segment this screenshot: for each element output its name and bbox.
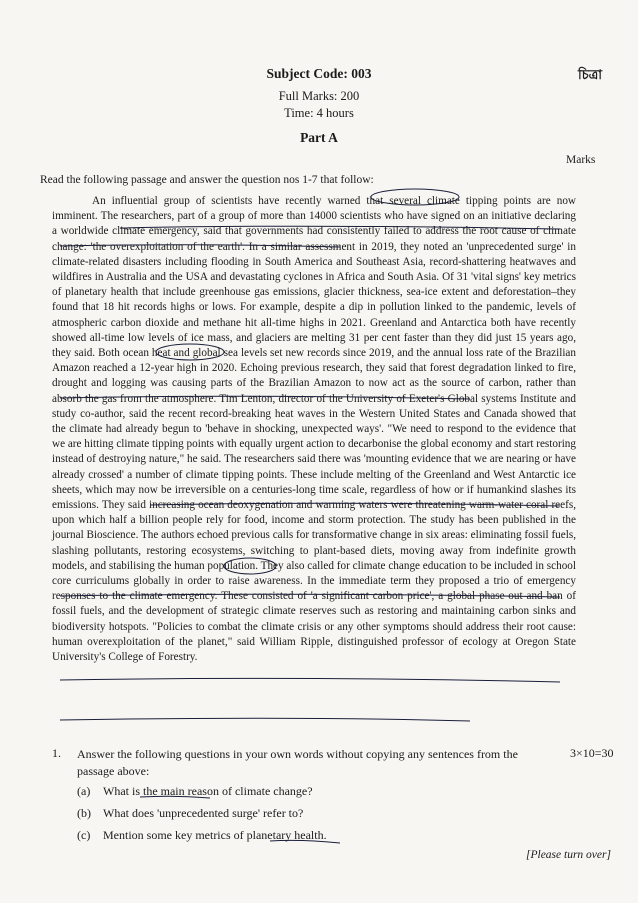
question-text: Answer the following questions in your own words without copying any sentences from the passage above: [77,747,518,778]
turn-over-note: [Please turn over] [526,849,611,861]
ink-underline [60,678,560,682]
time-allowed: Time: 4 hours [284,106,354,120]
sub-question-c [77,828,327,843]
sub-question-text: What is the main reason of climate change? [103,784,313,798]
ink-underline [60,718,470,721]
passage-text: An influential group of scientists have recently warned that several climate tipping points are now imminent. The researchers, part of a group of more than 14000 scientists who have signed on an initiative declaring a worldwide climate emergency, said that governments had consistently failed to address the root cause of climate change: 'the overexploitation of the earth'. In a similar assessment in 2019, they noted an 'unprecedented surge' in climate-related disasters including flooding in South America and Southeast Asia, record-shattering heatwaves and wildfires in Australia and the USA and devastating cyclones in Africa and South Asia. Of 31 'vital signs' key metrics of planetary health that include greenhouse gas emissions, glacier thickness, sea-ice extent and deforestation–they found that 18 hit records highs or lows. For example, despite a dip in pollution linked to the pandemic, levels of atmospheric carbon dioxide and methane hit all-time highs in 2021. Greenland and Antarctica both have recently showed all-time low levels of ice mass, and glaciers are melting 31 per cent faster than they did just 15 years ago, they said. Both ocean heat and global sea levels set new records since 2019, and the annual loss rate of the Brazilian Amazon reached a 12-year high in 2020. Echoing previous research, they said that forest degradation linked to fire, drought and logging was causing parts of the Brazilian Amazon to now act as the source of carbon, rather than absorb the gas from the atmosphere. Tim Lenton, director of the University of Exeter's Global systems Institute and study co-author, said the recent record-breaking heat waves in the Western United States and Canada showed that the climate had already begun to 'behave in shocking, unexpected ways'. "We need to respond to the evidence that we are hitting climate tipping points with equally urgent action to decarbonise the global economy and start restoring instead of destroying nature," he said. The researchers said there was 'mounting evidence that we are nearing or have already crossed' a number of climate tipping points. These include melting of the Greenland and West Antarctic ice sheets, which may now be irreversible on a centuries-long time scale, regardless of how or if humankind slashes its emissions. They said increasing ocean deoxygenation and warming waters were threatening warm-water coral reefs, upon which half a billion people rely for food, income and storm protection. The study has been published in the journal Bioscience. The authors echoed previous calls for transformative change in six areas: eliminating fossil fuels, slashing pollutants, restoring ecosystems, switching to plant-based diets, moving away from indefinite growth models, and stabilising the human population. They also called for climate change education to be included in school core curriculums globally in order to raise awareness. In the immediate term they proposed a trio of emergency responses to the climate emergency. These consisted of 'a significant carbon price', a global phase-out and ban of fossil fuels, and the development of strategic climate reserves such as restoring and maintaining carbon sinks and biodiversity hotspots. "Policies to combat the climate crisis or any other symptoms should address their root cause: human overexploitation of the planet," said William Ripple, distinguished professor of ecology at Oregon State University's College of Forestry. [52,195,576,664]
subject-code: Subject Code: 003 [266,66,372,81]
question-marks: 3×10=30 [570,746,614,760]
sub-question-text: Mention some key metrics of planetary health. [103,828,327,842]
part-heading: Part A [300,130,338,145]
sub-question-a [77,784,313,799]
marks-label: Marks [566,154,596,166]
question-number: 1. [52,746,61,760]
full-marks: Full Marks: 200 [278,89,360,103]
sub-question-label: (b) [77,806,91,820]
instruction: Read the following passage and answer the question nos 1-7 that follow: [40,174,374,186]
sub-question-label: (c) [77,828,91,842]
sub-question-b [77,806,303,821]
passage [52,194,576,665]
sub-question-text: What does 'unprecedented surge' refer to? [103,806,304,820]
sub-question-label: (a) [77,784,91,798]
handwritten-note: চিত্রা [578,67,603,82]
